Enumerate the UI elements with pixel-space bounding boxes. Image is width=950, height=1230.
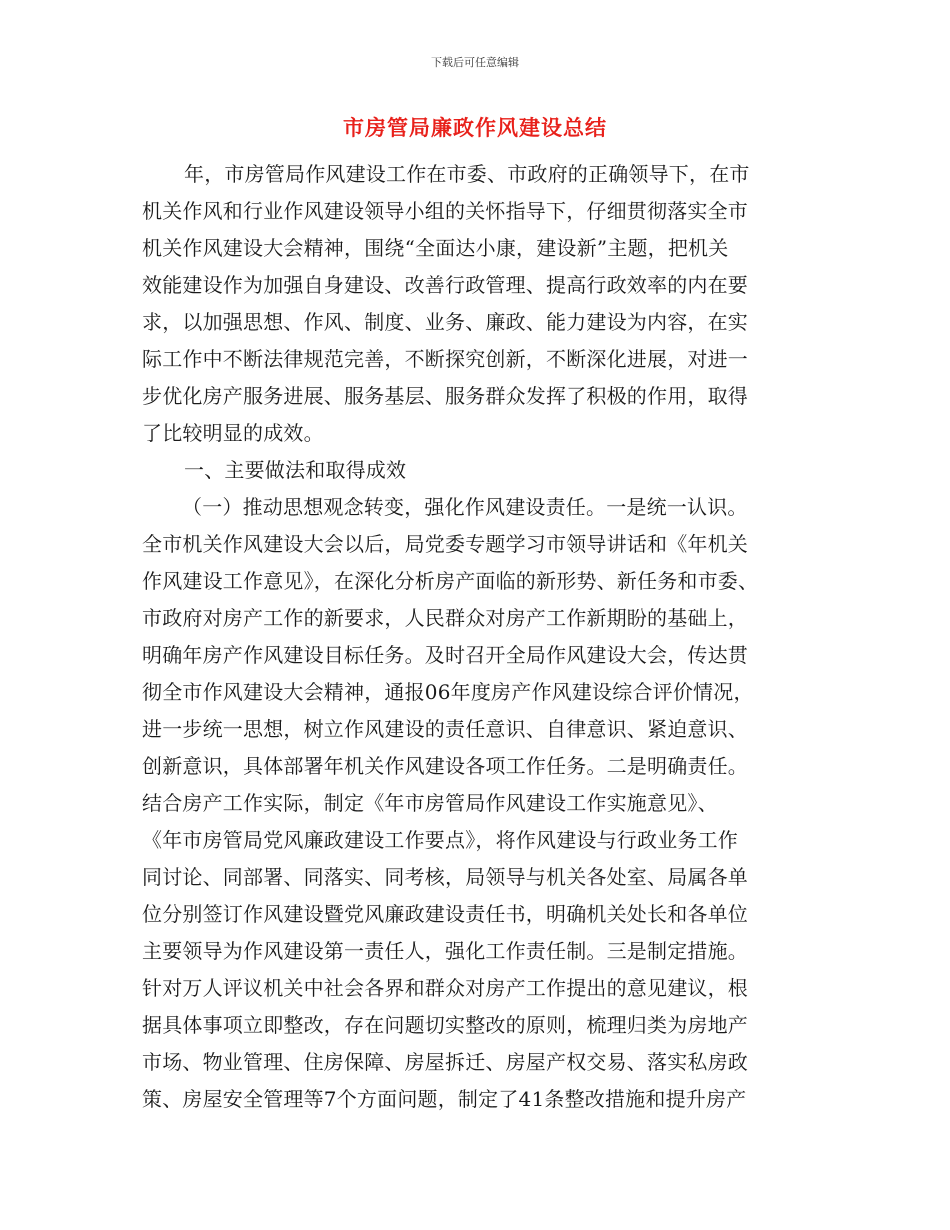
text-line: 机关作风建设大会精神，围绕“全面达小康，建设新”主题，把机关 xyxy=(142,236,729,260)
text-line: 机关作风和行业作风建设领导小组的关怀指导下，仔细贯彻落实全市 xyxy=(142,199,748,223)
text-line: 效能建设作为加强自身建设、改善行政管理、提高行政效率的内在要 xyxy=(142,273,748,297)
text-line: 步优化房产服务进展、服务基层、服务群众发挥了积极的作用，取得 xyxy=(142,384,748,408)
text-line: 了比较明显的成效。 xyxy=(142,421,324,445)
text-line: 同讨论、同部署、同落实、同考核，局领导与机关各处室、局属各单 xyxy=(142,865,748,889)
text-line: 作风建设工作意见》，在深化分析房产面临的新形势、新任务和市委、 xyxy=(142,569,759,593)
text-line: （一）推动思想观念转变，强化作风建设责任。一是统一认识。 xyxy=(182,495,748,519)
text-line: 年，市房管局作风建设工作在市委、市政府的正确领导下，在市 xyxy=(184,162,750,186)
text-line: 《年市房管局党风廉政建设工作要点》，将作风建设与行政业务工作 xyxy=(142,828,738,852)
text-line: 进一步统一思想，树立作风建设的责任意识、自律意识、紧迫意识、 xyxy=(142,717,748,741)
document-body xyxy=(142,156,814,1118)
section-heading: 一、主要做法和取得成效 xyxy=(184,458,407,482)
text-line: 明确年房产作风建设目标任务。及时召开全局作风建设大会，传达贯 xyxy=(142,643,748,667)
text-line: 主要领导为作风建设第一责任人，强化工作责任制。三是制定措施。 xyxy=(142,939,748,963)
text-line: 针对万人评议机关中社会各界和群众对房产工作提出的意见建议，根 xyxy=(142,976,748,1000)
text-line: 际工作中不断法律规范完善，不断探究创新，不断深化进展，对进一 xyxy=(142,347,748,371)
text-line: 全市机关作风建设大会以后，局党委专题学习市领导讲话和《年机关 xyxy=(142,532,748,556)
text-line: 彻全市作风建设大会精神，通报06年度房产作风建设综合评价情况， xyxy=(142,680,754,704)
text-line: 求，以加强思想、作风、制度、业务、廉政、能力建设为内容，在实 xyxy=(142,310,748,334)
text-line: 策、房屋安全管理等7个方面问题，制定了41条整改措施和提升房产 xyxy=(142,1087,747,1111)
text-line: 据具体事项立即整改，存在问题切实整改的原则，梳理归类为房地产 xyxy=(142,1013,748,1037)
text-line: 市场、物业管理、住房保障、房屋拆迁、房屋产权交易、落实私房政 xyxy=(142,1050,748,1074)
document-title: 市房管局廉政作风建设总结 xyxy=(343,116,607,140)
text-line: 市政府对房产工作的新要求，人民群众对房产工作新期盼的基础上， xyxy=(142,606,748,630)
text-line: 位分别签订作风建设暨党风廉政建设责任书，明确机关处长和各单位 xyxy=(142,902,748,926)
header-note: 下载后可任意编辑 xyxy=(431,56,519,69)
text-line: 创新意识，具体部署年机关作风建设各项工作任务。二是明确责任。 xyxy=(142,754,748,778)
text-line: 结合房产工作实际，制定《年市房管局作风建设工作实施意见》、 xyxy=(142,791,718,815)
